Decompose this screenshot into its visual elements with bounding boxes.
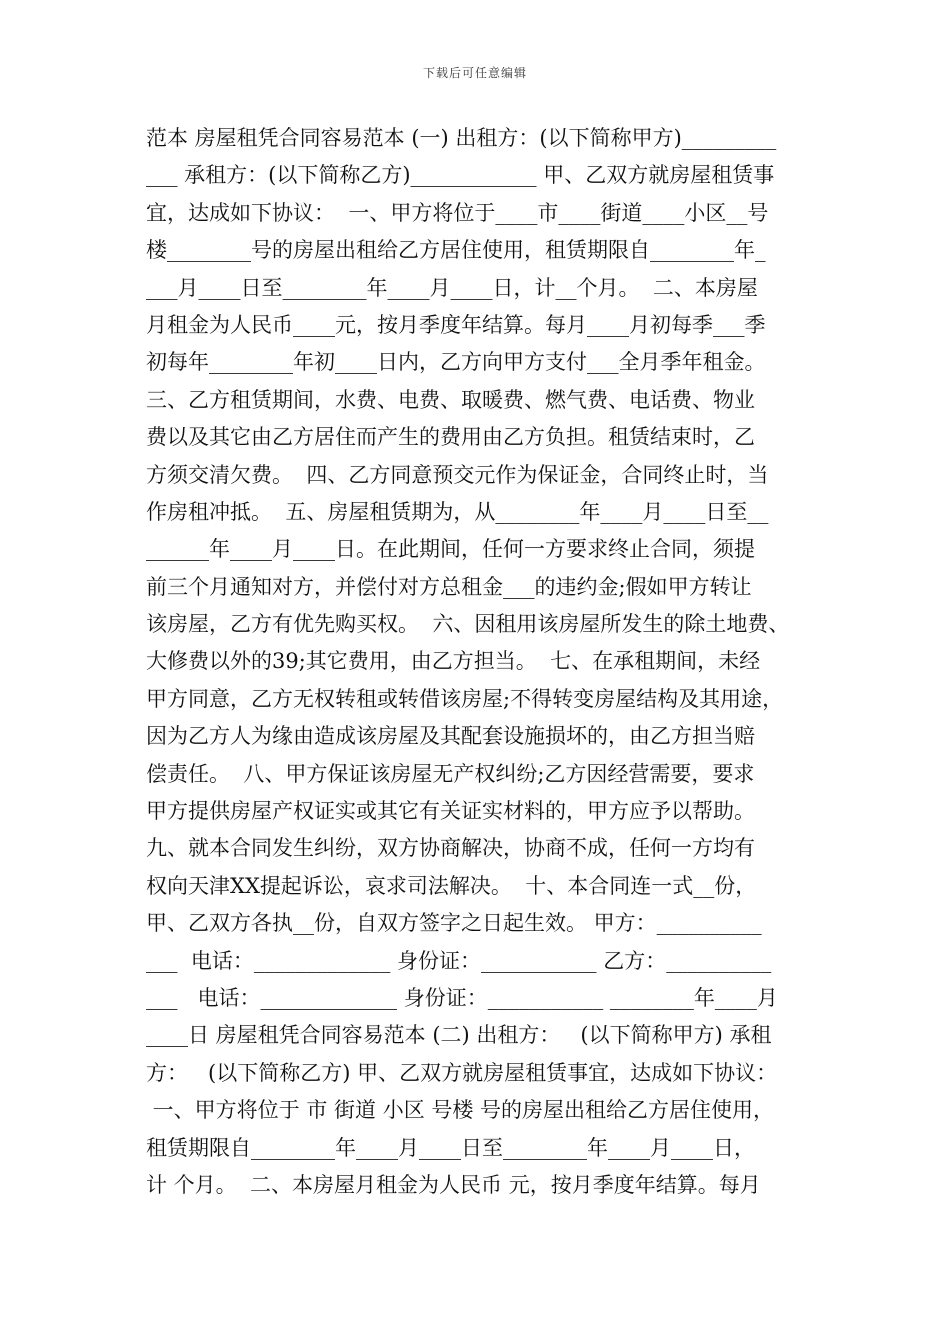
text-line: 计 个月。 二、本房屋月租金为人民币 元，按月季度年结算。每月	[146, 1172, 761, 1197]
text-line: 大修费以外的39;其它费用，由乙方担当。 七、在承租期间，未经	[146, 649, 761, 674]
text-line: 九、就本合同发生纠纷，双方协商解决，协商不成，任何一方均有	[146, 836, 755, 861]
text-line: 甲方提供房屋产权证实或其它有关证实材料的，甲方应予以帮助。	[146, 799, 755, 824]
text-line: ___月____日至________年____月____日，计__个月。 二、本房屋	[146, 275, 758, 300]
contract-body-text	[146, 120, 814, 1204]
text-line: 初每年________年初____日内，乙方向甲方支付___全月季年租金。	[146, 350, 766, 375]
text-line: ___ 承租方：(以下简称乙方)____________ 甲、乙双方就房屋租赁事	[146, 163, 775, 188]
text-line: 方须交清欠费。 四、乙方同意预交元作为保证金，合同终止时，当	[146, 462, 769, 487]
text-line: 作房租冲抵。 五、房屋租赁期为，从________年____月____日至__	[146, 499, 769, 524]
text-line: 甲、乙双方各执__份，自双方签字之日起生效。 甲方：__________	[146, 911, 762, 936]
text-line: 月租金为人民币____元，按月季度年结算。每月____月初每季___季	[146, 312, 766, 337]
text-line: ______年____月____日。在此期间，任何一方要求终止合同，须提	[146, 537, 755, 562]
text-line: 宜，达成如下协议： 一、甲方将位于____市____街道____小区__号	[146, 200, 769, 225]
text-line: 方： (以下简称乙方) 甲、乙双方就房屋租赁事宜，达成如下协议：	[146, 1060, 778, 1085]
text-line: 租赁期限自________年____月____日至________年____月____日，	[146, 1135, 755, 1160]
text-line: 甲方同意，乙方无权转租或转借该房屋;不得转变房屋结构及其用途，	[146, 686, 784, 711]
text-line: ___ 电话：_____________ 身份证：___________ ________年____月	[146, 985, 778, 1010]
text-line: 偿责任。 八、甲方保证该房屋无产权纠纷;乙方因经营需要，要求	[146, 761, 755, 786]
text-line: 费以及其它由乙方居住而产生的费用由乙方负担。租赁结束时，乙	[146, 425, 755, 450]
text-line: 楼________号的房屋出租给乙方居住使用，租赁期限自________年_	[146, 238, 766, 263]
text-line: 因为乙方人为缘由造成该房屋及其配套设施损坏的，由乙方担当赔	[146, 724, 755, 749]
text-line: ___ 电话：_____________ 身份证：___________ 乙方：__________	[146, 948, 772, 973]
text-line: 范本 房屋租凭合同容易范本 (一) 出租方：(以下简称甲方)_________	[146, 126, 777, 150]
text-line: 权向天津XX提起诉讼，哀求司法解决。 十、本合同连一式__份，	[146, 873, 757, 898]
text-line: ____日 房屋租凭合同容易范本 (二) 出租方： (以下简称甲方) 承租	[146, 1023, 772, 1048]
text-line: 该房屋，乙方有优先购买权。 六、因租用该房屋所发生的除土地费、	[146, 612, 790, 637]
page-header: 下载后可任意编辑	[422, 66, 527, 80]
text-line: 前三个月通知对方，并偿付对方总租金___的违约金;假如甲方转让	[146, 574, 752, 599]
text-line: 一、甲方将位于 市 街道 小区 号楼 号的房屋出租给乙方居住使用，	[146, 1098, 775, 1123]
text-line: 三、乙方租赁期间，水费、电费、取暖费、燃气费、电话费、物业	[146, 387, 755, 412]
